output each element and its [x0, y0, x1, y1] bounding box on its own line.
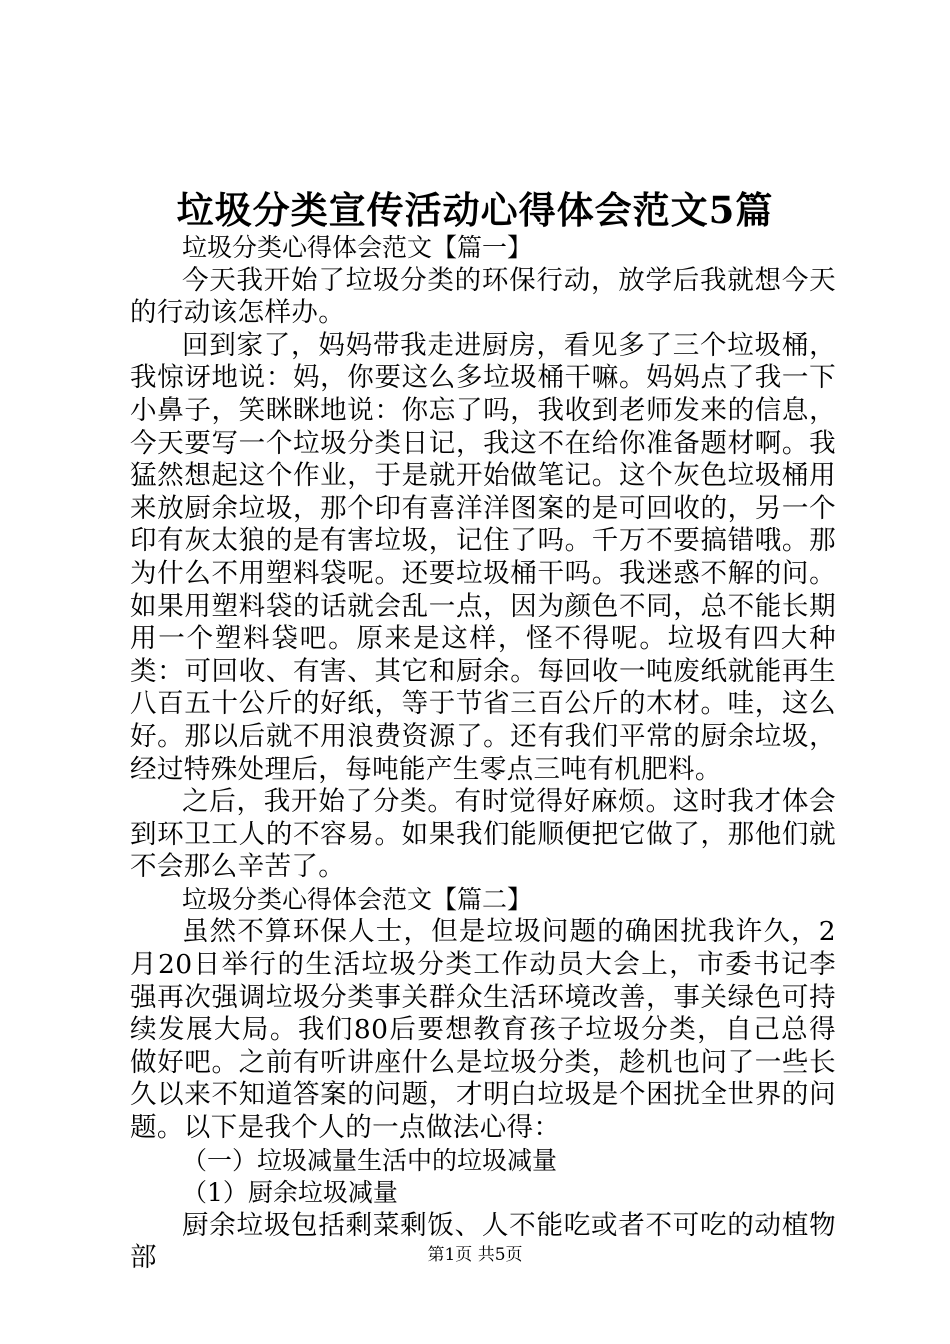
page-footer: 第1页 共5页 [427, 1245, 523, 1265]
document-body [130, 232, 836, 1275]
subsection-heading: （1）厨余垃圾减量 [182, 1178, 398, 1208]
paragraph: 今天我开始了垃圾分类的环保行动，放学后我就想今天的行动该怎样办。 [130, 264, 836, 329]
section-heading: 垃圾分类心得体会范文【篇二】 [182, 884, 533, 914]
paragraph: 回到家了，妈妈带我走进厨房，看见多了三个垃圾桶，我惊讶地说：妈，你要这么多垃圾桶干嘛。妈妈点了我一下小鼻子，笑眯眯地说：你忘了吗，我收到老师发来的信息，今天要写一个垃圾分类日记，我这不在给你准备题材啊。我猛然想起这个作业，于是就开始做笔记。这个灰色垃圾桶用来放厨余垃圾，那个印有喜洋洋图案的是可回收的，另一个印有灰太狼的是有害垃圾，记住了吗。千万不要搞错哦。那为什么不用塑料袋呢。还要垃圾桶干吗。我迷惑不解的问。如果用塑料袋的话就会乱一点，因为颜色不同，总不能长期用一个塑料袋吧。原来是这样，怪不得呢。垃圾有四大种类：可回收、有害、其它和厨余。每回收一吨废纸就能再生八百五十公斤的好纸，等于节省三百公斤的木材。哇，这么好。那以后就不用浪费资源了。还有我们平常的厨余垃圾，经过特殊处理后，每吨能产生零点三吨有机肥料。 [130, 329, 836, 785]
paragraph: 之后，我开始了分类。有时觉得好麻烦。这时我才体会到环卫工人的不容易。如果我们能顺便把它做了，那他们就不会那么辛苦了。 [130, 786, 836, 883]
section-heading: 垃圾分类心得体会范文【篇一】 [182, 233, 533, 262]
document-title: 垃圾分类宣传活动心得体会范文5篇 [176, 188, 774, 232]
paragraph: 厨余垃圾包括剩菜剩饭、人不能吃或者不可吃的动植物部 [130, 1209, 836, 1274]
subsection-heading: （一）垃圾减量生活中的垃圾减量 [182, 1145, 558, 1175]
paragraph: 虽然不算环保人士，但是垃圾问题的确困扰我许久，2月20日举行的生活垃圾分类工作动员大会上，市委书记李强再次强调垃圾分类事关群众生活环境改善，事关绿色可持续发展大局。我们80后要想教育孩子垃圾分类，自己总得做好吧。之前有听讲座什么是垃圾分类，趁机也问了一些长久以来不知道答案的问题，才明白垃圾是个困扰全世界的问题。以下是我个人的一点做法心得： [130, 916, 836, 1144]
